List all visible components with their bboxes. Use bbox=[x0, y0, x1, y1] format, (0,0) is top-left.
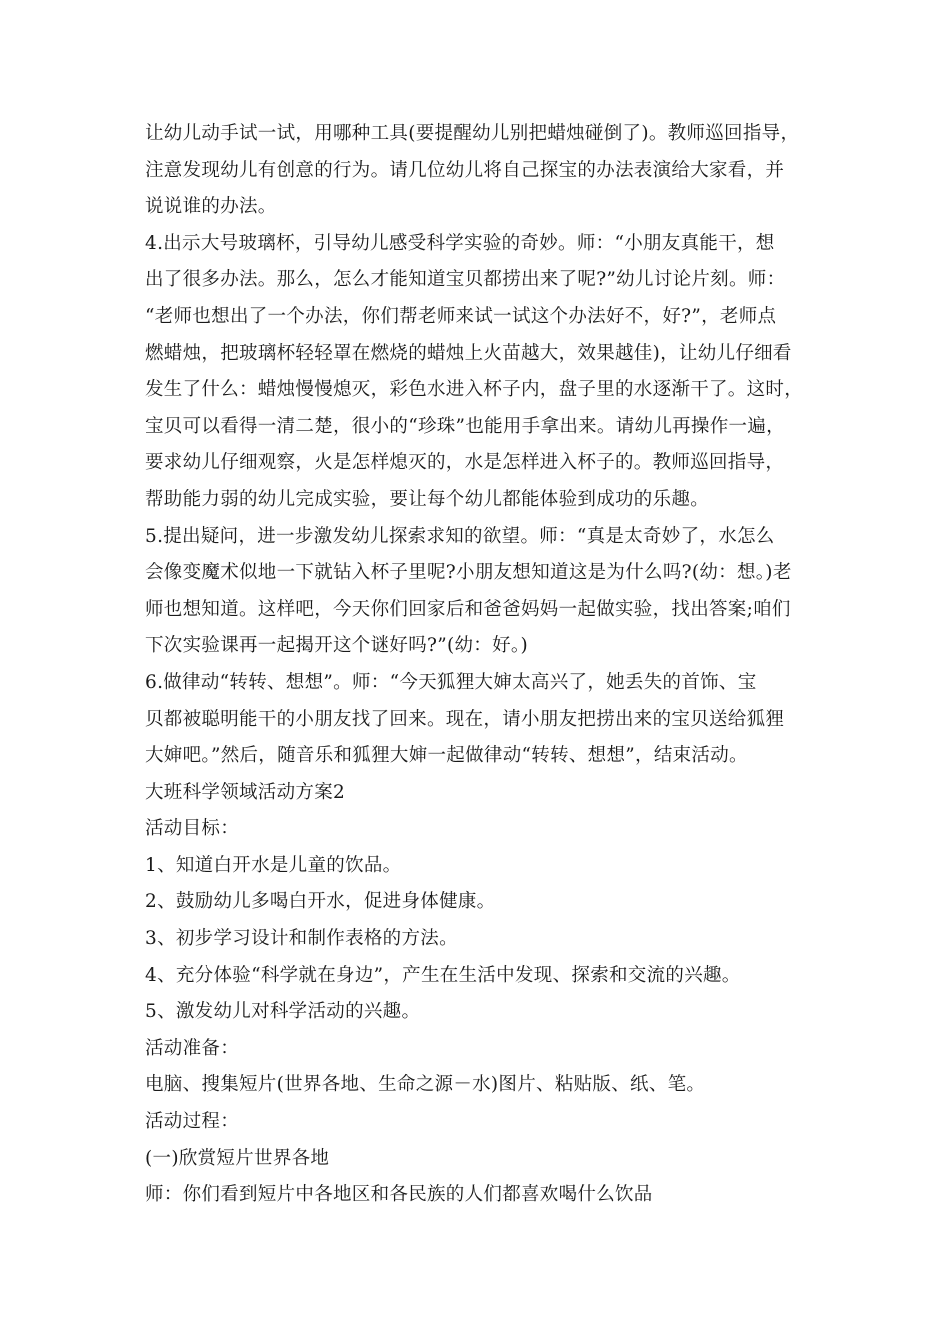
section-title: 大班科学领域活动方案2 bbox=[145, 781, 346, 803]
goal-item: 5、激发幼儿对科学活动的兴趣。 bbox=[145, 1001, 421, 1023]
text-line: 出了很多办法。那么，怎么才能知道宝贝都捞出来了呢?”幼儿讨论片刻。师： bbox=[145, 269, 786, 291]
text-line: “老师也想出了一个办法，你们帮老师来试一试这个办法好不，好?”，老师点 bbox=[145, 305, 777, 327]
process-step-title: (一)欣赏短片世界各地 bbox=[145, 1147, 330, 1169]
text-line: 发生了什么：蜡烛慢慢熄灭，彩色水进入杯子内，盘子里的水逐渐干了。这时， bbox=[145, 379, 804, 401]
goal-item: 3、初步学习设计和制作表格的方法。 bbox=[145, 928, 458, 950]
process-step-text: 师：你们看到短片中各地区和各民族的人们都喜欢喝什么饮品 bbox=[145, 1184, 653, 1206]
document-body bbox=[145, 116, 825, 1214]
text-line: 下次实验课再一起揭开这个谜好吗?”(幼：好。) bbox=[145, 635, 528, 657]
text-line: 帮助能力弱的幼儿完成实验，要让每个幼儿都能体验到成功的乐趣。 bbox=[145, 488, 710, 510]
text-line: 说说谁的办法。 bbox=[145, 196, 277, 218]
text-line: 要求幼儿仔细观察，火是怎样熄灭的，水是怎样进入杯子的。教师巡回指导， bbox=[145, 452, 785, 474]
goal-item: 1、知道白开水是儿童的饮品。 bbox=[145, 854, 402, 876]
text-line: 燃蜡烛，把玻璃杯轻轻罩在燃烧的蜡烛上火苗越大，效果越佳)，让幼儿仔细看 bbox=[145, 342, 792, 364]
text-line: 贝都被聪明能干的小朋友找了回来。现在，请小朋友把捞出来的宝贝送给狐狸 bbox=[145, 708, 785, 730]
goal-item: 2、鼓励幼儿多喝白开水，促进身体健康。 bbox=[145, 891, 496, 913]
paragraph-continuation bbox=[145, 116, 825, 226]
subheading-preparation: 活动准备： bbox=[145, 1037, 240, 1059]
text-line: 会像变魔术似地一下就钻入杯子里呢?小朋友想知道这是为什么吗?(幼：想。)老 bbox=[145, 562, 792, 584]
text-line: 6.做律动“转转、想想”。师：“今天狐狸大婶太高兴了，她丢失的首饰、宝 bbox=[145, 671, 757, 693]
subheading-goals: 活动目标： bbox=[145, 818, 240, 840]
text-line: 5.提出疑问，进一步激发幼儿探索求知的欲望。师：“真是太奇妙了，水怎么 bbox=[145, 525, 775, 547]
text-line: 让幼儿动手试一试，用哪种工具(要提醒幼儿别把蜡烛碰倒了)。教师巡回指导， bbox=[145, 123, 800, 144]
preparation-text: 电脑、搜集短片(世界各地、生命之源－水)图片、粘贴版、纸、笔。 bbox=[145, 1074, 706, 1096]
goal-item: 4、充分体验“科学就在身边”，产生在生活中发现、探索和交流的兴趣。 bbox=[145, 964, 741, 986]
text-line: 师也想知道。这样吧，今天你们回家后和爸爸妈妈一起做实验，找出答案;咱们 bbox=[145, 598, 791, 620]
paragraph-step-4 bbox=[145, 226, 825, 519]
text-line: 注意发现幼儿有创意的行为。请几位幼儿将自己探宝的办法表演给大家看，并 bbox=[145, 159, 785, 181]
text-line: 4.出示大号玻璃杯，引导幼儿感受科学实验的奇妙。师：“小朋友真能干，想 bbox=[145, 232, 775, 254]
text-line: 大婶吧。”然后，随音乐和狐狸大婶一起做律动“转转、想想”，结束活动。 bbox=[145, 745, 748, 767]
subheading-process: 活动过程： bbox=[145, 1111, 240, 1133]
paragraph-step-5 bbox=[145, 519, 825, 665]
paragraph-step-6 bbox=[145, 665, 825, 775]
text-line: 宝贝可以看得一清二楚，很小的“珍珠”也能用手拿出来。请幼儿再操作一遍， bbox=[145, 415, 785, 437]
